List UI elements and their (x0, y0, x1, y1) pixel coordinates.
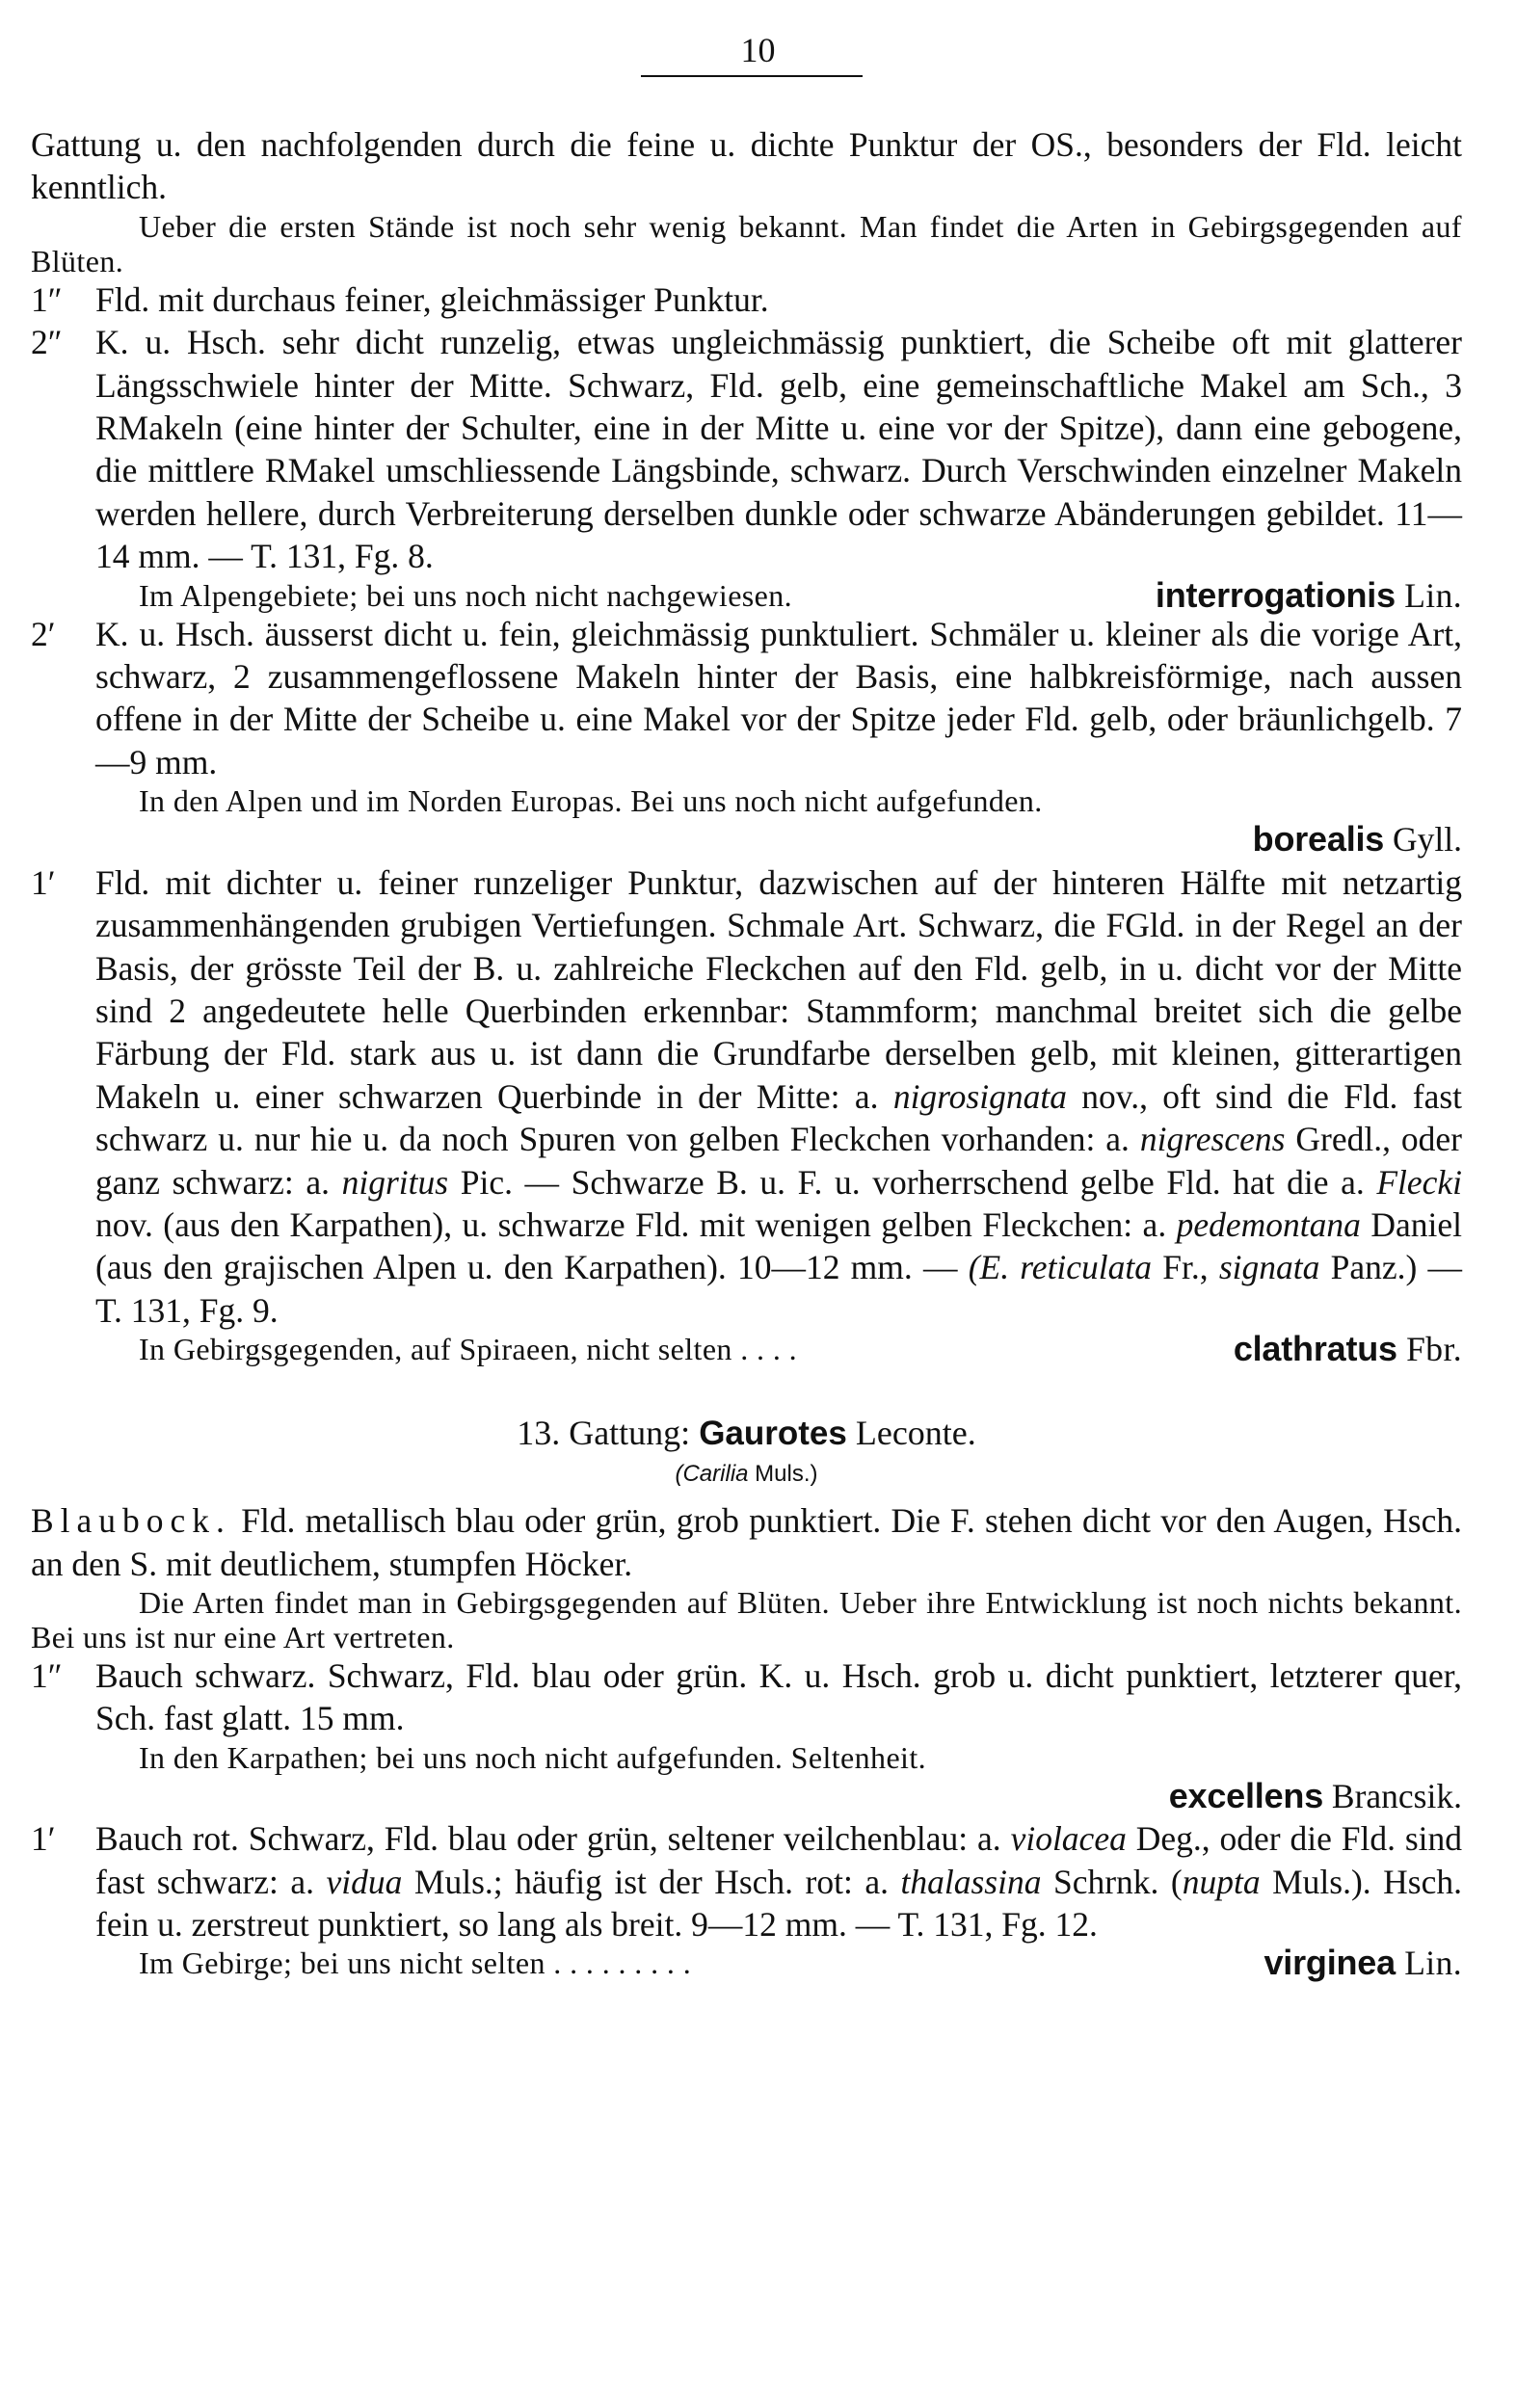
key-text: Fld. mit dichter u. feiner runzeliger Punktur, dazwischen auf der hinteren Hälfte mit netzartig zusammenhängenden grubigen Vertiefungen. Schmale Art. Schwarz, die FGld. in der Regel an der Basis, der grösste Teil der B. u. zahlreiche Fleckchen auf den Fld. gelb, in u. dicht vor der Mitte sind 2 angedeutete helle Querbinden erkennbar: Stammform; manchmal breitet sich die gelbe Färbung der Fld. stark aus u. ist dann die Grundfarbe derselben gelb, mit kleinen, gitterartigen Makeln u. einer schwarzen Querbinde in der Mitte: a. (95, 862, 1462, 1116)
species-name-line (1233, 1329, 1462, 1369)
genus-label: Gattung: (569, 1414, 691, 1453)
intro-note: Ueber die ersten Stände ist noch sehr wenig bekannt. Man findet die Arten in Gebirgsgegenden auf Blüten. (31, 208, 1462, 278)
species-name: borealis (1252, 819, 1385, 860)
species-name-line (1155, 574, 1462, 615)
key-1b (31, 861, 1462, 1332)
variety-name: nigrescens (1139, 1120, 1286, 1159)
page-number: 10 (740, 31, 776, 69)
variety-name: vidua (326, 1862, 403, 1901)
key-text: Fld. mit durchaus feiner, gleichmässiger Punktur. (95, 279, 769, 319)
common-name: Blaubock. (31, 1501, 231, 1541)
key-mark: 1′ (31, 1819, 56, 1859)
key-text: K. u. Hsch. sehr dicht runzelig, etwas ungleichmässig punktiert, die Scheibe oft mit glatterer Längsschwiele hinter der Mitte. Schwarz, Fld. gelb, eine gemeinschaftliche Makel am Sch., 3 RMakeln (eine hinter der Schulter, eine in der Mitte u. eine vor der Spitze), dann eine gebogene, die mittlere RMakel umschliessende Längsbinde, schwarz. Durch Verschwinden einzelner Makeln werden hellere, durch Verbreiterung derselben dunkle oder schwarze Abänderungen gebildet. 11—14 mm. — T. 131, Fg. 8. (95, 323, 1462, 576)
key-text: Fr., (1162, 1248, 1209, 1287)
locality-text: In Gebirgsgegenden, auf Spiraeen, nicht selten . . . . (139, 1332, 798, 1367)
key-text: Panz.) — T. 131, Fg. 9. (95, 1248, 1463, 1330)
species-name-line (1263, 1943, 1462, 1983)
key-mark: 1″ (31, 279, 63, 319)
variety-name: nigritus (341, 1162, 449, 1202)
variety-name: thalassina (900, 1862, 1042, 1901)
key-text: Gredl., oder ganz schwarz: a. (95, 1120, 1462, 1202)
key-mark: 1″ (31, 1655, 63, 1695)
intro-paragraph: Gattung u. den nachfolgenden durch die feine u. dichte Punktur der OS., besonders der Fld. leicht kenntlich. (31, 125, 1462, 207)
locality-line: In den Karpathen; bei uns noch nicht aufgefunden. Seltenheit. (139, 1739, 927, 1775)
species-author: Lin. (1404, 1944, 1462, 1983)
species-name-line (31, 818, 1462, 860)
locality-text: Im Alpengebiete; bei uns noch nicht nachgewiesen. (139, 577, 793, 613)
key-1a (31, 278, 1462, 321)
key-mark: 1′ (31, 862, 56, 902)
species-author: Lin. (1404, 575, 1462, 615)
key-text: Pic. — Schwarze B. u. F. u. vorherrschend gelbe Fld. hat die a. (460, 1162, 1365, 1202)
variety-name: violacea (1010, 1819, 1127, 1859)
species-name: virginea (1263, 1943, 1396, 1983)
genus-heading (31, 1412, 1462, 1455)
variety-name: Flecki (1376, 1162, 1463, 1202)
locality-line (31, 1943, 1462, 1983)
species-name: interrogationis (1155, 574, 1396, 615)
key-text: Bauch rot. Schwarz, Fld. blau oder grün, seltener veilchenblau: a. (95, 1819, 1001, 1859)
key-text: Deg., oder die Fld. sind fast schwarz: a. (95, 1819, 1463, 1901)
key-g1b (31, 1817, 1462, 1945)
species-author: Gyll. (1393, 820, 1462, 860)
synonym-name: signata (1218, 1248, 1320, 1287)
key-2a (31, 321, 1462, 577)
key-g1a (31, 1654, 1462, 1740)
page-text (31, 123, 1463, 1983)
variety-name: nigrosignata (892, 1076, 1067, 1116)
genus-name: Gaurotes (699, 1415, 847, 1453)
genus-author: Leconte. (855, 1414, 976, 1453)
species-author: Fbr. (1406, 1330, 1462, 1369)
key-2b (31, 613, 1462, 784)
genus-intro (31, 1499, 1462, 1585)
genus-synonym (31, 1459, 1462, 1490)
species-name: excellens (1168, 1775, 1324, 1815)
key-text: K. u. Hsch. äusserst dicht u. fein, gleichmässig punktuliert. Schmäler u. kleiner als die vorige Art, schwarz, 2 zusammengeflossene Makeln hinter der Basis, eine halbkreisförmige, nach aussen offene in der Mitte der Scheibe u. eine Makel vor der Spitze jeder Fld. gelb, oder bräunlichgelb. 7—9 mm. (95, 614, 1462, 781)
species-author: Brancsik. (1331, 1776, 1462, 1815)
species-name-line (31, 1775, 1462, 1817)
key-mark: 2″ (31, 323, 63, 362)
locality-line: In den Alpen und im Norden Europas. Bei uns noch nicht aufgefunden. (139, 783, 1043, 819)
synonym-genus: (Carilia (675, 1461, 749, 1488)
species-name: clathratus (1233, 1329, 1397, 1369)
variety-name: pedemontana (1176, 1204, 1361, 1244)
key-mark: 2′ (31, 614, 56, 653)
key-text: nov., oft sind die Fld. fast schwarz u. nur hie u. da noch Spuren von gelben Fleckchen vorhanden: a. (95, 1076, 1463, 1159)
variety-name: nupta (1182, 1862, 1261, 1901)
key-text: Muls.; häufig ist der Hsch. rot: a. (413, 1862, 889, 1901)
genus-intro-text: Fld. metallisch blau oder grün, grob punktiert. Die F. stehen dicht vor den Augen, Hsch. an den S. mit deutlichem, stumpfen Höcker. (31, 1501, 1462, 1583)
locality-text: Im Gebirge; bei uns nicht selten . . . . . . . . . (139, 1945, 692, 1981)
key-text: Daniel (aus den grajischen Alpen u. den Karpathen). 10—12 mm. — (95, 1204, 1463, 1287)
page-number-rule (641, 75, 863, 77)
key-text: Bauch schwarz. Schwarz, Fld. blau oder grün. K. u. Hsch. grob u. dicht punktiert, letzterer quer, Sch. fast glatt. 15 mm. (95, 1655, 1462, 1738)
key-text: Schrnk. ( (1052, 1862, 1183, 1901)
key-text: nov. (aus den Karpathen), u. schwarze Fld. mit wenigen gelben Fleckchen: a. (95, 1204, 1167, 1244)
synonym-author: Muls.) (755, 1461, 818, 1488)
locality-line (31, 1329, 1462, 1369)
key-text: Muls.). Hsch. fein u. zerstreut punktiert, so lang als breit. 9—12 mm. — T. 131, Fg. 12. (95, 1862, 1463, 1944)
genus-number: 13. (517, 1414, 561, 1453)
genus-note: Die Arten findet man in Gebirgsgegenden auf Blüten. Ueber ihre Entwicklung ist noch nichts bekannt. Bei uns ist nur eine Art vertreten. (31, 1584, 1462, 1654)
locality-line (31, 574, 1462, 615)
synonym-name: (E. reticulata (968, 1248, 1153, 1287)
